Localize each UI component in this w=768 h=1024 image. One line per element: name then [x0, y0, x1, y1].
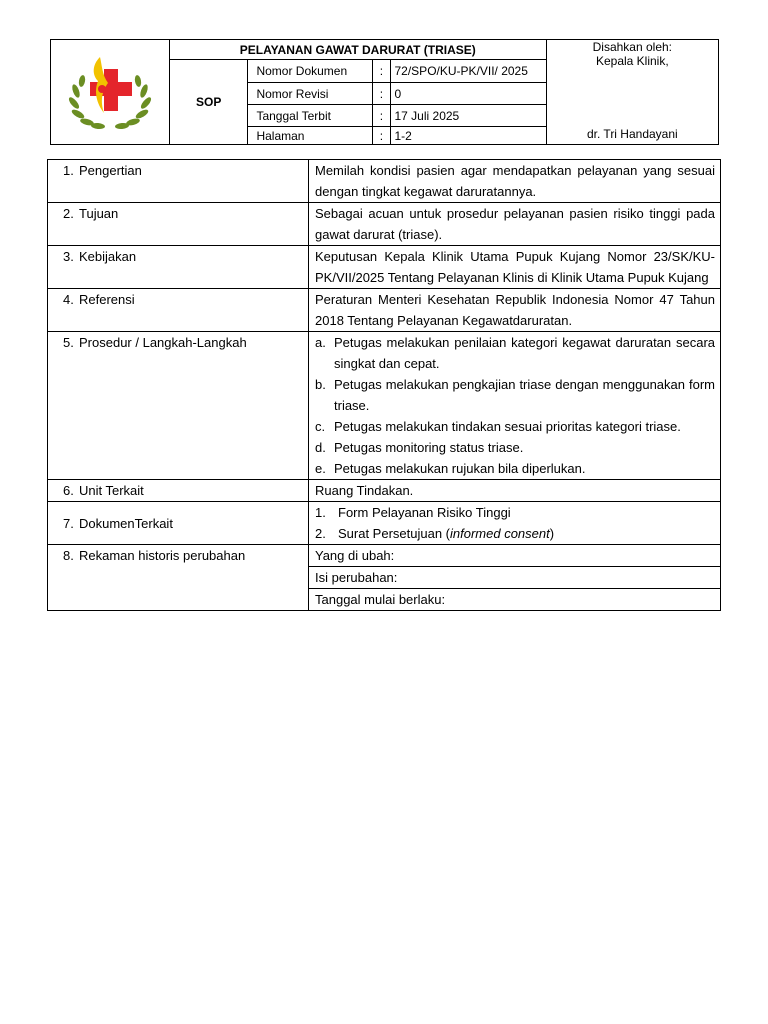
step-letter: a.: [315, 335, 326, 350]
step-letter: e.: [315, 461, 326, 476]
sop-content-table: [47, 159, 721, 611]
history-line-tanggal-berlaku: Tanggal mulai berlaku:: [309, 588, 720, 610]
list-item: [315, 332, 715, 374]
row-content-unit-terkait: Ruang Tindakan.: [309, 480, 721, 502]
meta-colon: :: [373, 83, 390, 105]
row-label-rekaman-historis: [48, 545, 309, 611]
row-label-text: Tujuan: [79, 206, 119, 221]
meta-label-nomor-revisi: Nomor Revisi: [248, 83, 373, 105]
meta-label-nomor-dokumen: Nomor Dokumen: [248, 60, 373, 83]
list-item: [315, 437, 715, 458]
row-number: 5.: [63, 335, 74, 350]
list-item: [315, 458, 715, 479]
row-content-kebijakan: Keputusan Kepala Klinik Utama Pupuk Kujang Nomor 23/SK/KU-PK/VII/2025 Tentang Pelayanan Klinis di Klinik Utama Pupuk Kujang: [309, 246, 721, 289]
row-label-text: DokumenTerkait: [79, 515, 173, 531]
row-label-prosedur: [48, 332, 309, 480]
meta-label-halaman: Halaman: [248, 127, 373, 145]
step-text: Petugas melakukan rujukan bila diperlukan.: [334, 461, 586, 476]
step-text: Petugas monitoring status triase.: [334, 440, 524, 455]
document-title: PELAYANAN GAWAT DARURAT (TRIASE): [169, 40, 546, 60]
list-item: [315, 416, 715, 437]
step-text: Petugas melakukan tindakan sesuai prioritas kategori triase.: [334, 419, 681, 434]
document-header: [50, 39, 719, 145]
row-content-pengertian: Memilah kondisi pasien agar mendapatkan pelayanan yang sesuai dengan tingkat kegawat daruratannya.: [309, 160, 721, 203]
row-content-prosedur: [309, 332, 721, 480]
row-number: 4.: [63, 292, 74, 307]
row-number: 1.: [63, 163, 74, 178]
row-label-pengertian: [48, 160, 309, 203]
row-label-tujuan: [48, 203, 309, 246]
meta-value-nomor-dokumen: 72/SPO/KU-PK/VII/ 2025: [390, 60, 546, 83]
doc-text-after: ): [549, 526, 555, 541]
doc-text-italic: informed consent: [450, 526, 550, 541]
meta-colon: :: [373, 127, 390, 145]
row-label-text: Referensi: [79, 292, 135, 307]
approval-block: [546, 40, 718, 145]
approved-by-label: Disahkan oleh:: [592, 40, 673, 54]
table-row: [48, 246, 721, 289]
step-text: Petugas melakukan penilaian kategori kegawat daruratan secara singkat dan cepat.: [334, 335, 715, 371]
list-item: [315, 502, 715, 523]
row-label-dokumen-terkait: [48, 502, 309, 545]
step-letter: b.: [315, 377, 326, 392]
row-content-referensi: Peraturan Menteri Kesehatan Republik Indonesia Nomor 47 Tahun 2018 Tentang Pelayanan Kegawatdaruratan.: [309, 289, 721, 332]
table-row: [48, 545, 721, 611]
history-line-yang-diubah: Yang di ubah:: [315, 548, 395, 563]
step-letter: c.: [315, 419, 326, 434]
doc-text: Form Pelayanan Risiko Tinggi: [338, 505, 511, 520]
clinic-logo: [51, 40, 170, 145]
row-label-text: Pengertian: [79, 163, 142, 178]
meta-value-nomor-revisi: 0: [390, 83, 546, 105]
row-label-text: Rekaman historis perubahan: [79, 548, 246, 563]
table-row: [48, 332, 721, 480]
row-number: 2.: [63, 206, 74, 221]
meta-value-halaman: 1-2: [390, 127, 546, 145]
list-item: [315, 523, 715, 544]
table-row: [48, 502, 721, 545]
row-label-referensi: [48, 289, 309, 332]
row-number: 8.: [63, 548, 74, 563]
row-content-dokumen-terkait: [309, 502, 721, 545]
step-letter: d.: [315, 440, 326, 455]
doc-text-main: Surat Persetujuan (: [338, 526, 451, 541]
step-text: Petugas melakukan pengkajian triase dengan menggunakan form triase.: [334, 377, 715, 413]
meta-colon: :: [373, 60, 390, 83]
row-label-kebijakan: [48, 246, 309, 289]
row-label-text: Prosedur / Langkah-Langkah: [79, 335, 247, 350]
history-line-isi-perubahan: Isi perubahan:: [309, 566, 720, 588]
approver-title: Kepala Klinik,: [595, 54, 669, 68]
clinic-logo-icon: [62, 51, 158, 131]
sop-label: SOP: [169, 60, 248, 145]
doc-text: [338, 523, 554, 544]
doc-number: 2.: [315, 526, 326, 541]
row-label-text: Kebijakan: [79, 249, 137, 264]
row-number: 3.: [63, 249, 74, 264]
row-content-tujuan: Sebagai acuan untuk prosedur pelayanan pasien risiko tinggi pada gawat darurat (triase).: [309, 203, 721, 246]
table-row: [48, 289, 721, 332]
signatory-name: dr. Tri Handayani: [586, 127, 678, 141]
row-label-text: Unit Terkait: [79, 483, 144, 498]
list-item: [315, 374, 715, 416]
meta-colon: :: [373, 105, 390, 127]
table-row: [48, 203, 721, 246]
table-row: [48, 160, 721, 203]
procedure-list: [315, 332, 715, 479]
row-number: 7.: [63, 515, 74, 531]
row-number: 6.: [63, 483, 74, 498]
row-content-rekaman-historis: [309, 545, 721, 611]
table-row: [48, 480, 721, 502]
doc-number: 1.: [315, 505, 326, 520]
meta-value-tanggal-terbit: 17 Juli 2025: [390, 105, 546, 127]
row-label-unit-terkait: [48, 480, 309, 502]
meta-label-tanggal-terbit: Tanggal Terbit: [248, 105, 373, 127]
